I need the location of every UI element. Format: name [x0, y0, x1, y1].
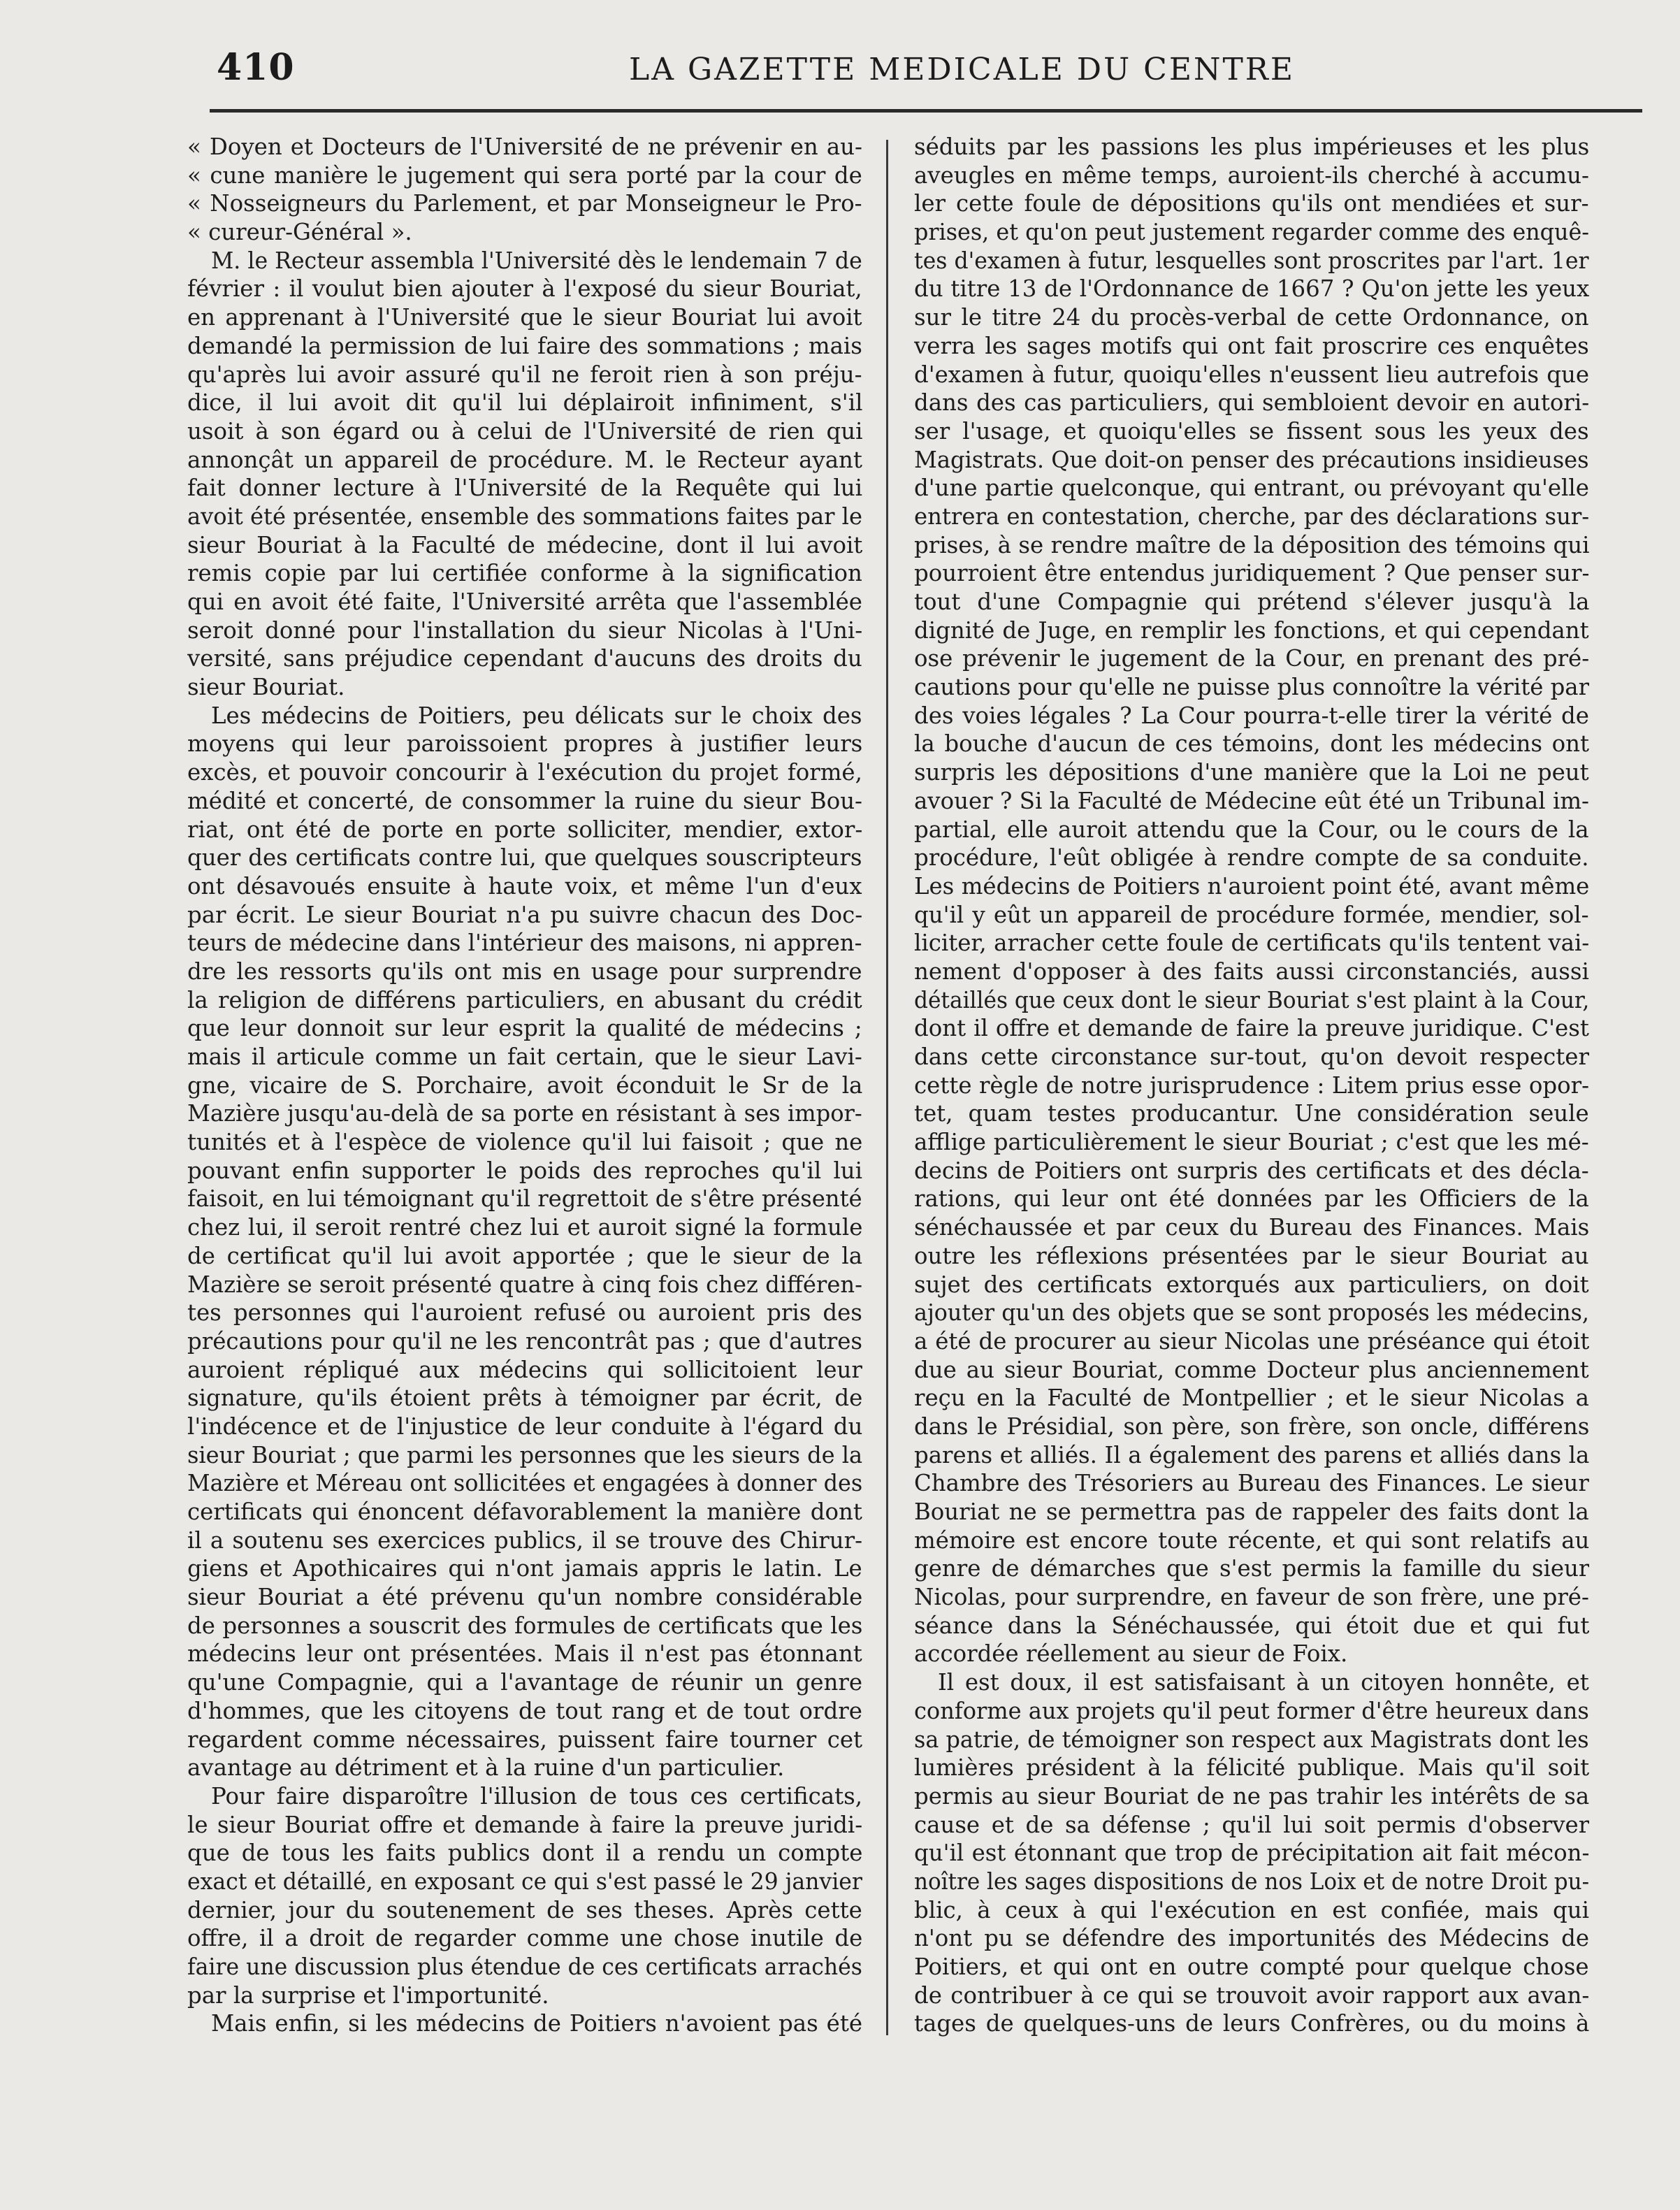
text-line: versité, sans préjudice cependant d'aucuns des droits du	[187, 645, 862, 672]
text-line: avoit été présentée, ensemble des sommations faites par le	[187, 503, 862, 530]
text-line: exact et détaillé, en exposant ce qui s'est passé le 29 janvier	[187, 1868, 862, 1895]
text-line: médecins leur ont présentées. Mais il n'est pas étonnant	[187, 1640, 862, 1668]
text-line: regardent comme nécessaires, puissent faire tourner cet	[187, 1726, 862, 1753]
text-line: lumières président à la félicité publique. Mais qu'il soit	[914, 1754, 1589, 1782]
text-line: Magistrats. Que doit-on penser des précautions insidieuses	[914, 446, 1589, 473]
text-line: cause et de sa défense ; qu'il lui soit permis d'observer	[914, 1811, 1589, 1838]
text-line: le sieur Bouriat offre et demande à faire la preuve juridi-	[187, 1811, 862, 1838]
text-line: qu'il est étonnant que trop de précipitation ait fait mécon-	[914, 1840, 1589, 1867]
text-line: Bouriat ne se permettra pas de rappeler des faits dont la	[914, 1498, 1589, 1525]
text-line: accordée réellement au sieur de Foix.	[914, 1640, 1348, 1668]
text-line: du titre 13 de l'Ordonnance de 1667 ? Qu'on jette les yeux	[914, 275, 1589, 303]
text-line: a été de procurer au sieur Nicolas une préséance qui étoit	[914, 1327, 1589, 1355]
text-line: sieur Bouriat a été prévenu qu'un nombre considérable	[187, 1584, 862, 1611]
text-line: procédure, l'eût obligée à rendre compte de sa conduite.	[914, 844, 1589, 872]
text-line: afflige particulièrement le sieur Bouriat ; c'est que les mé-	[914, 1129, 1589, 1156]
text-column-right	[914, 133, 1589, 2038]
text-line: riat, ont été de porte en porte solliciter, mendier, extor-	[187, 816, 862, 843]
text-line: Les médecins de Poitiers n'auroient point été, avant même	[914, 872, 1589, 900]
text-line: « cureur-Général ».	[187, 219, 412, 246]
text-line: noître les sages dispositions de nos Loix et de notre Droit pu-	[914, 1868, 1589, 1895]
text-line: dice, il lui avoit dit qu'il lui déplairoit infiniment, s'il	[187, 389, 862, 417]
text-line: tages de quelques-uns de leurs Confrères, ou du moins à	[914, 2010, 1589, 2037]
text-column-left	[187, 133, 862, 2038]
text-line: decins de Poitiers ont surpris des certificats et des décla-	[914, 1157, 1589, 1184]
text-line: dans le Présidial, son père, son frère, son oncle, différens	[914, 1413, 1589, 1440]
text-line: février : il voulut bien ajouter à l'exposé du sieur Bouriat,	[187, 275, 862, 303]
text-line: dans des cas particuliers, qui sembloient devoir en autori-	[914, 389, 1589, 417]
text-line: il a soutenu ses exercices publics, il se trouve des Chirur-	[187, 1526, 862, 1554]
text-line: faire une discussion plus étendue de ces certificats arrachés	[187, 1953, 862, 1980]
text-line: sa patrie, de témoigner son respect aux Magistrats dont les	[914, 1726, 1589, 1753]
text-line: permis au sieur Bouriat de ne pas trahir les intérêts de sa	[914, 1782, 1589, 1810]
text-line: M. le Recteur assembla l'Université dès le lendemain 7 de	[211, 247, 862, 274]
text-line: en apprenant à l'Université que le sieur Bouriat lui avoit	[187, 304, 862, 331]
text-line: sujet des certificats extorqués aux particuliers, on doit	[914, 1271, 1589, 1298]
text-line: de personnes a souscrit des formules de certificats que les	[187, 1612, 862, 1639]
text-line: « Nosseigneurs du Parlement, et par Monseigneur le Pro-	[187, 190, 862, 217]
text-line: par écrit. Le sieur Bouriat n'a pu suivre chacun des Doc-	[187, 901, 862, 928]
text-line: tunités et à l'espèce de violence qu'il lui faisoit ; que ne	[187, 1129, 862, 1156]
text-line: sur le titre 24 du procès-verbal de cette Ordonnance, on	[914, 304, 1589, 331]
text-line: cette règle de notre jurisprudence : Litem prius esse opor-	[914, 1071, 1589, 1099]
text-line: des voies légales ? La Cour pourra-t-elle tirer la vérité de	[914, 702, 1589, 729]
header-rule	[210, 109, 1642, 113]
text-line: remis copie par lui certifiée conforme à la signification	[187, 560, 862, 587]
text-line: dont il offre et demande de faire la preuve juridique. C'est	[914, 1015, 1589, 1042]
text-line: l'indécence et de l'injustice de leur conduite à l'égard du	[187, 1413, 862, 1440]
page-header	[210, 42, 1635, 105]
text-line: sieur Bouriat à la Faculté de médecine, dont il lui avoit	[187, 531, 862, 558]
text-line: teurs de médecine dans l'intérieur des maisons, ni appren-	[187, 930, 862, 957]
text-line: d'examen à futur, quoiqu'elles n'eussent lieu autrefois que	[914, 361, 1589, 388]
text-line: Mazière et Méreau ont sollicitées et engagées à donner des	[187, 1470, 862, 1497]
text-line: tout d'une Compagnie qui prétend s'élever jusqu'à la	[914, 588, 1589, 615]
text-line: qu'il y eût un appareil de procédure formée, mendier, sol-	[914, 901, 1589, 928]
text-line: la religion de différens particuliers, en abusant du crédit	[187, 986, 862, 1013]
text-line: quer des certificats contre lui, que quelques souscripteurs	[187, 844, 862, 872]
text-line: annonçât un appareil de procédure. M. le Recteur ayant	[187, 446, 862, 473]
text-line: la bouche d'aucun de ces témoins, dont les médecins ont	[914, 730, 1589, 758]
text-line: blic, à ceux à qui l'exécution en est confiée, mais qui	[914, 1896, 1589, 1923]
text-line: sieur Bouriat.	[187, 674, 345, 701]
text-line: fait donner lecture à l'Université de la Requête qui lui	[187, 475, 862, 502]
text-line: d'une partie quelconque, qui entrant, ou prévoyant qu'elle	[914, 475, 1589, 502]
text-line: certificats qui énoncent défavorablement la manière dont	[187, 1498, 862, 1525]
text-line: Il est doux, il est satisfaisant à un citoyen honnête, et	[938, 1669, 1589, 1696]
text-line: usoit à son égard ou à celui de l'Université de rien qui	[187, 417, 862, 445]
text-line: dans cette circonstance sur-tout, qu'on devoit respecter	[914, 1043, 1589, 1070]
text-line: avouer ? Si la Faculté de Médecine eût été un Tribunal im-	[914, 787, 1589, 814]
text-line: Nicolas, pour surprendre, en faveur de son frère, une pré-	[914, 1584, 1589, 1611]
text-line: tes d'examen à futur, lesquelles sont proscrites par l'art. 1er	[914, 247, 1589, 274]
text-line: prises, et qu'on peut justement regarder comme des enquê-	[914, 219, 1589, 246]
text-line: verra les sages motifs qui ont fait proscrire ces enquêtes	[914, 332, 1589, 359]
text-line: rations, qui leur ont été données par les Officiers de la	[914, 1185, 1589, 1213]
text-line: avantage au détriment et à la ruine d'un particulier.	[187, 1754, 785, 1782]
text-line: reçu en la Faculté de Montpellier ; et le sieur Nicolas a	[914, 1385, 1589, 1412]
text-line: détaillés que ceux dont le sieur Bouriat s'est plaint à la Cour,	[914, 986, 1589, 1013]
running-title: LA GAZETTE MEDICALE DU CENTRE	[629, 52, 1296, 87]
text-line: offre, il a droit de regarder comme une chose inutile de	[187, 1925, 862, 1952]
text-line: pouvant enfin supporter le poids des reproches qu'il lui	[187, 1157, 862, 1184]
text-line: Poitiers, et qui ont en outre compté pour quelque chose	[914, 1953, 1589, 1980]
text-line: nement d'opposer à des faits aussi circonstanciés, aussi	[914, 958, 1589, 985]
text-line: Les médecins de Poitiers, peu délicats sur le choix des	[211, 702, 862, 729]
text-line: précautions pour qu'il ne les rencontrât pas ; que d'autres	[187, 1327, 862, 1355]
text-line: signature, qu'ils étoient prêts à témoigner par écrit, de	[187, 1385, 862, 1412]
text-line: que de tous les faits publics dont il a rendu un compte	[187, 1840, 862, 1867]
text-line: dernier, jour du soutenement de ses theses. Après cette	[187, 1896, 862, 1923]
text-line: entrera en contestation, cherche, par des déclarations sur-	[914, 503, 1589, 530]
text-line: excès, et pouvoir concourir à l'exécution du projet formé,	[187, 759, 862, 786]
text-line: mais il articule comme un fait certain, que le sieur Lavi-	[187, 1043, 862, 1070]
page-number: 410	[217, 46, 295, 89]
text-line: ose prévenir le jugement de la Cour, en prenant des pré-	[914, 645, 1589, 672]
text-line: prises, à se rendre maître de la déposition des témoins qui	[914, 531, 1589, 558]
text-line: seroit donné pour l'installation du sieur Nicolas à l'Uni-	[187, 616, 862, 644]
text-line: tet, quam testes producantur. Une considération seule	[914, 1100, 1589, 1127]
text-line: Chambre des Trésoriers au Bureau des Finances. Le sieur	[914, 1470, 1589, 1497]
text-line: qui en avoit été faite, l'Université arrêta que l'assemblée	[187, 588, 862, 615]
text-line: giens et Apothicaires qui n'ont jamais appris le latin. Le	[187, 1555, 862, 1582]
text-line: d'hommes, que les citoyens de tout rang et de tout ordre	[187, 1697, 862, 1724]
text-line: ajouter qu'un des objets que se sont proposés les médecins,	[914, 1299, 1589, 1327]
text-line: demandé la permission de lui faire des sommations ; mais	[187, 332, 862, 359]
text-line: par la surprise et l'importunité.	[187, 1981, 549, 2009]
text-line: Mais enfin, si les médecins de Poitiers n'avoient pas été	[211, 2010, 862, 2037]
text-line: qu'après lui avoir assuré qu'il ne feroit rien à son préju-	[187, 361, 862, 388]
text-line: Mazière se seroit présenté quatre à cinq fois chez différen-	[187, 1271, 862, 1298]
text-line: chez lui, il seroit rentré chez lui et auroit signé la formule	[187, 1214, 862, 1241]
text-line: médité et concerté, de consommer la ruine du sieur Bou-	[187, 787, 862, 814]
text-line: de contribuer à ce qui se trouvoit avoir rapport aux avan-	[914, 1981, 1589, 2009]
column-divider	[886, 140, 888, 2035]
text-line: dignité de Juge, en remplir les fonctions, et qui cependant	[914, 616, 1589, 644]
text-line: cautions pour qu'elle ne puisse plus connoître la vérité par	[914, 674, 1589, 701]
text-line: surpris les dépositions d'une manière que la Loi ne peut	[914, 759, 1589, 786]
text-line: faisoit, en lui témoignant qu'il regrettoit de s'être présenté	[187, 1185, 862, 1213]
text-line: partial, elle auroit attendu que la Cour, ou le cours de la	[914, 816, 1589, 843]
text-line: sénéchaussée et par ceux du Bureau des Finances. Mais	[914, 1214, 1589, 1241]
text-line: Pour faire disparoître l'illusion de tous ces certificats,	[211, 1782, 862, 1810]
text-line: de certificat qu'il lui avoit apportée ; que le sieur de la	[187, 1242, 862, 1269]
text-line: ser l'usage, et quoiqu'elles se fissent sous les yeux des	[914, 417, 1589, 445]
text-line: outre les réflexions présentées par le sieur Bouriat au	[914, 1242, 1589, 1269]
text-line: dre les ressorts qu'ils ont mis en usage pour surprendre	[187, 958, 862, 985]
text-line: genre de démarches que s'est permis la famille du sieur	[914, 1555, 1589, 1582]
text-line: due au sieur Bouriat, comme Docteur plus anciennement	[914, 1356, 1589, 1383]
text-line: « Doyen et Docteurs de l'Université de ne prévenir en au-	[187, 133, 862, 160]
text-line: Mazière jusqu'au-delà de sa porte en résistant à ses impor-	[187, 1100, 862, 1127]
text-line: mémoire est encore toute récente, et qui sont relatifs au	[914, 1526, 1589, 1554]
text-line: séance dans la Sénéchaussée, qui étoit due et qui fut	[914, 1612, 1589, 1639]
text-line: que leur donnoit sur leur esprit la qualité de médecins ;	[187, 1015, 862, 1042]
text-line: pourroient être entendus juridiquement ? Que penser sur-	[914, 560, 1589, 587]
text-line: tes personnes qui l'auroient refusé ou auroient pris des	[187, 1299, 862, 1327]
text-line: n'ont pu se défendre des importunités des Médecins de	[914, 1925, 1589, 1952]
text-line: aveugles en même temps, auroient-ils cherché à accumu-	[914, 161, 1589, 189]
text-line: ont désavoués ensuite à haute voix, et même l'un d'eux	[187, 872, 862, 900]
text-line: ler cette foule de dépositions qu'ils ont mendiées et sur-	[914, 190, 1589, 217]
text-line: auroient répliqué aux médecins qui sollicitoient leur	[187, 1356, 862, 1383]
text-line: liciter, arracher cette foule de certificats qu'ils tentent vai-	[914, 930, 1589, 957]
text-line: gne, vicaire de S. Porchaire, avoit éconduit le Sr de la	[187, 1071, 862, 1099]
text-line: conforme aux projets qu'il peut former d'être heureux dans	[914, 1697, 1589, 1724]
text-line: séduits par les passions les plus impérieuses et les plus	[914, 133, 1589, 160]
text-line: « cune manière le jugement qui sera porté par la cour de	[187, 161, 862, 189]
text-line: moyens qui leur paroissoient propres à justifier leurs	[187, 730, 862, 758]
text-line: parens et alliés. Il a également des parens et alliés dans la	[914, 1441, 1589, 1468]
text-line: sieur Bouriat ; que parmi les personnes que les sieurs de la	[187, 1441, 862, 1468]
text-line: qu'une Compagnie, qui a l'avantage de réunir un genre	[187, 1669, 862, 1696]
